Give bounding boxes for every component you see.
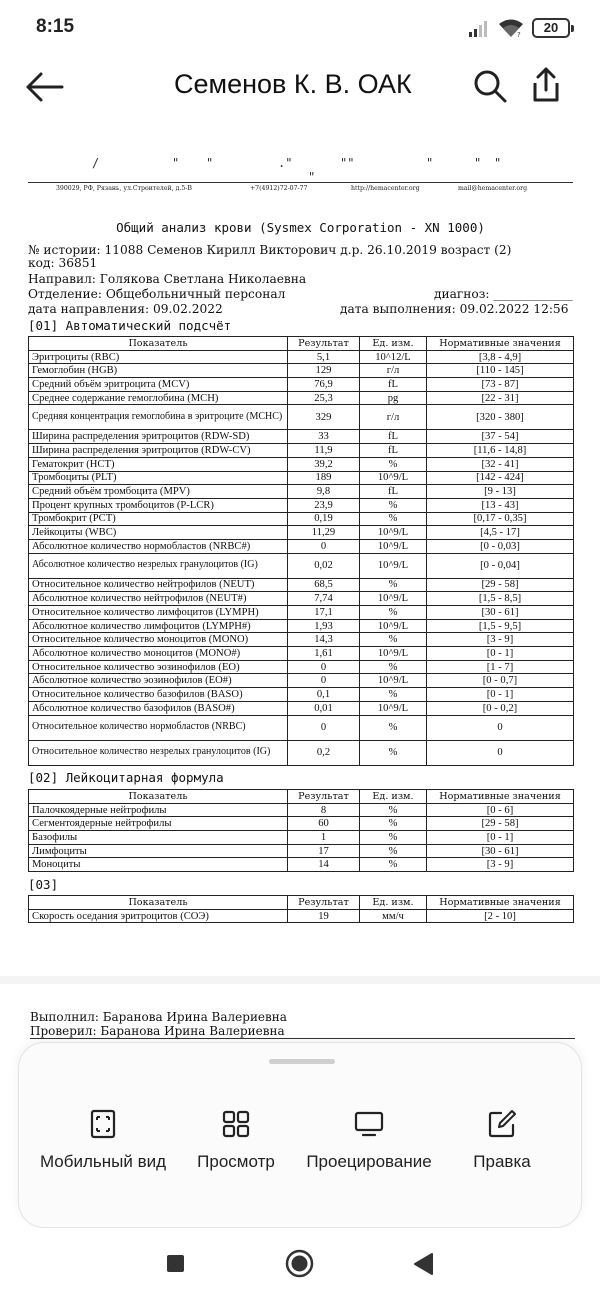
table-row (29, 526, 574, 540)
row-unit: 10^9/L (360, 471, 427, 485)
system-nav-bar (0, 1228, 600, 1299)
table-row (29, 909, 574, 923)
row-norm: [0 - 0,04] (427, 553, 574, 578)
row-unit: 10^9/L (360, 619, 427, 633)
row-name: Сегментоядерные нейтрофилы (29, 817, 288, 831)
row-name: Процент крупных тромбоцитов (P-LCR) (29, 498, 288, 512)
edit-icon (487, 1109, 517, 1139)
letterhead-contacts (28, 182, 573, 192)
col-header-unit: Ед. изм. (360, 896, 427, 910)
row-name: Абсолютное количество нормобластов (NRBC#) (29, 539, 288, 553)
page-title: Семенов К. В. ОАК (174, 69, 412, 99)
table-row (29, 715, 574, 740)
row-norm: [0 - 1] (427, 647, 574, 661)
row-name: Среднее содержание гемоглобина (MCH) (29, 391, 288, 405)
row-result: 0,02 (288, 553, 360, 578)
document-title: Общий анализ крови (Sysmex Corporation - XN 1000) (116, 220, 485, 235)
col-header-unit: Ед. изм. (360, 790, 427, 804)
table-row (29, 647, 574, 661)
row-norm: [2 - 10] (427, 909, 574, 923)
row-norm: [3 - 9] (427, 858, 574, 872)
row-norm: [3,8 - 4,9] (427, 350, 574, 364)
row-norm: [29 - 58] (427, 817, 574, 831)
table-row (29, 688, 574, 702)
row-norm: [0 - 0,03] (427, 539, 574, 553)
share-icon[interactable] (528, 66, 564, 104)
dates-line (28, 302, 573, 317)
results-table-01 (28, 336, 574, 766)
department-text: Отделение: Общебольничный персонал (28, 287, 286, 301)
row-norm: [1,5 - 8,5] (427, 592, 574, 606)
col-header-result: Результат (288, 337, 360, 351)
row-result: 0,2 (288, 740, 360, 765)
row-norm: [22 - 31] (427, 391, 574, 405)
row-name: Относительное количество моноцитов (MONO) (29, 633, 288, 647)
row-unit: % (360, 633, 427, 647)
preview-button[interactable] (166, 1109, 306, 1173)
row-name: Абсолютное количество моноцитов (MONO#) (29, 647, 288, 661)
table-row (29, 364, 574, 378)
letterhead-char: / (92, 156, 100, 170)
row-unit: % (360, 858, 427, 872)
row-unit: % (360, 715, 427, 740)
row-name: Средняя концентрация гемоглобина в эритроците (MCHC) (29, 405, 288, 430)
row-norm: [37 - 54] (427, 430, 574, 444)
table-row (29, 350, 574, 364)
row-result: 0 (288, 660, 360, 674)
patient-history-line: № истории: 11088 Семенов Кирилл Викторович д.р. 26.10.2019 возраст (2) (28, 243, 512, 257)
table-row (29, 539, 574, 553)
row-norm: [32 - 41] (427, 457, 574, 471)
table-row (29, 817, 574, 831)
table-row (29, 444, 574, 458)
letterhead-char: " (426, 156, 434, 170)
row-norm: [30 - 61] (427, 844, 574, 858)
row-unit: мм/ч (360, 909, 427, 923)
table-row (29, 701, 574, 715)
row-result: 7,74 (288, 592, 360, 606)
table-header-row (29, 790, 574, 804)
app-bar (0, 56, 600, 120)
row-name: Абсолютное количество базофилов (BASO#) (29, 701, 288, 715)
row-result: 76,9 (288, 378, 360, 392)
row-result: 1 (288, 831, 360, 845)
col-header-result: Результат (288, 790, 360, 804)
row-unit: fL (360, 378, 427, 392)
row-result: 1,93 (288, 619, 360, 633)
row-unit: pg (360, 391, 427, 405)
wifi-icon (498, 18, 524, 38)
table-row (29, 831, 574, 845)
row-name: Тромбокрит (PCT) (29, 512, 288, 526)
signal-icon (468, 19, 490, 37)
row-norm: [320 - 380] (427, 405, 574, 430)
row-unit: fL (360, 444, 427, 458)
col-header-result: Результат (288, 896, 360, 910)
row-norm: [29 - 58] (427, 578, 574, 592)
row-result: 23,9 (288, 498, 360, 512)
row-result: 11,29 (288, 526, 360, 540)
battery-icon: 20 (532, 18, 570, 38)
row-result: 25,3 (288, 391, 360, 405)
svg-text:?: ? (517, 31, 521, 38)
table-row (29, 740, 574, 765)
row-unit: 10^9/L (360, 701, 427, 715)
letterhead-site[interactable]: http://hemacenter.org (351, 185, 420, 192)
row-norm: [1 - 7] (427, 660, 574, 674)
row-name: Относительное количество незрелых гранулоцитов (IG) (29, 740, 288, 765)
projection-label: Проецирование (306, 1152, 432, 1171)
sheet-drag-handle[interactable] (269, 1059, 335, 1064)
table-row (29, 498, 574, 512)
row-name: Ширина распределения эритроцитов (RDW-CV) (29, 444, 288, 458)
arrow-left-icon[interactable] (24, 70, 64, 104)
row-result: 0 (288, 674, 360, 688)
edit-label: Правка (473, 1152, 531, 1171)
row-name: Абсолютное количество незрелых гранулоцитов (IG) (29, 553, 288, 578)
row-norm: [0 - 0,2] (427, 701, 574, 715)
row-unit: % (360, 803, 427, 817)
row-name: Лимфоциты (29, 844, 288, 858)
row-name: Лейкоциты (WBC) (29, 526, 288, 540)
row-name: Базофилы (29, 831, 288, 845)
row-name: Эритроциты (RBC) (29, 350, 288, 364)
bottom-sheet (18, 1042, 582, 1228)
col-header-name: Показатель (29, 337, 288, 351)
row-unit: % (360, 831, 427, 845)
row-unit: 10^9/L (360, 592, 427, 606)
row-norm: [110 - 145] (427, 364, 574, 378)
letterhead-char: " (474, 156, 482, 170)
row-result: 189 (288, 471, 360, 485)
mobile-view-button[interactable] (33, 1109, 173, 1173)
projection-button[interactable] (299, 1109, 439, 1173)
col-header-norm: Нормативные значения (427, 337, 574, 351)
row-name: Относительное количество нейтрофилов (NEUT) (29, 578, 288, 592)
row-result: 0,01 (288, 701, 360, 715)
letterhead-email[interactable]: mail@hemacenter.org (458, 185, 528, 192)
row-result: 329 (288, 405, 360, 430)
row-name: Тромбоциты (PLT) (29, 471, 288, 485)
row-result: 129 (288, 364, 360, 378)
row-name: Абсолютное количество нейтрофилов (NEUT#) (29, 592, 288, 606)
row-norm: [0 - 1] (427, 831, 574, 845)
row-norm: [142 - 424] (427, 471, 574, 485)
row-norm: 0 (427, 715, 574, 740)
row-norm: [13 - 43] (427, 498, 574, 512)
row-unit: % (360, 606, 427, 620)
row-name: Палочкоядерные нейтрофилы (29, 803, 288, 817)
referral-date-text: дата направления: 09.02.2022 (28, 302, 223, 316)
row-norm: [0,17 - 0,35] (427, 512, 574, 526)
status-bar (0, 0, 600, 56)
diagnosis-text: диагноз: _____________ (434, 287, 573, 301)
row-result: 14,3 (288, 633, 360, 647)
row-name: Абсолютное количество лимфоцитов (LYMPH#) (29, 619, 288, 633)
row-unit: 10^9/L (360, 553, 427, 578)
row-norm: 0 (427, 740, 574, 765)
table-row (29, 660, 574, 674)
row-result: 39,2 (288, 457, 360, 471)
section-title-03: [03] (28, 877, 59, 892)
col-header-norm: Нормативные значения (427, 896, 574, 910)
row-name: Средний объём эритроцита (MCV) (29, 378, 288, 392)
letterhead-phone: +7(4912)72-07-77 (250, 185, 308, 192)
row-norm: [11,6 - 14,8] (427, 444, 574, 458)
performed-by: Выполнил: Баранова Ирина Валериевна (30, 1010, 287, 1024)
status-icons (468, 16, 570, 40)
results-table-03 (28, 895, 574, 923)
table-row (29, 391, 574, 405)
table-header-row (29, 337, 574, 351)
table-row (29, 606, 574, 620)
row-unit: % (360, 688, 427, 702)
table-row (29, 858, 574, 872)
table-row (29, 485, 574, 499)
table-row (29, 405, 574, 430)
row-result: 0 (288, 715, 360, 740)
row-result: 8 (288, 803, 360, 817)
row-name: Ширина распределения эритроцитов (RDW-SD) (29, 430, 288, 444)
row-result: 33 (288, 430, 360, 444)
table-header-row (29, 896, 574, 910)
col-header-norm: Нормативные значения (427, 790, 574, 804)
preview-label: Просмотр (197, 1152, 275, 1171)
table-row (29, 674, 574, 688)
row-norm: [1,5 - 9,5] (427, 619, 574, 633)
grid-view-icon (221, 1109, 251, 1139)
row-unit: 10^9/L (360, 674, 427, 688)
row-name: Моноциты (29, 858, 288, 872)
letterhead-char: " (172, 156, 180, 170)
letterhead-char: " (308, 170, 316, 184)
table-row (29, 471, 574, 485)
row-unit: % (360, 457, 427, 471)
row-unit: fL (360, 430, 427, 444)
table-row (29, 619, 574, 633)
back-icon[interactable] (412, 1252, 434, 1276)
row-result: 17,1 (288, 606, 360, 620)
row-unit: 10^9/L (360, 539, 427, 553)
row-name: Скорость оседания эритроцитов (СОЭ) (29, 909, 288, 923)
table-row (29, 457, 574, 471)
row-norm: [0 - 0,7] (427, 674, 574, 688)
mobile-view-label: Мобильный вид (39, 1152, 167, 1171)
row-result: 1,61 (288, 647, 360, 661)
letterhead-char: " (206, 156, 214, 170)
row-unit: 10^9/L (360, 647, 427, 661)
table-row (29, 844, 574, 858)
row-unit: % (360, 844, 427, 858)
row-name: Относительное количество нормобластов (NRBC) (29, 715, 288, 740)
row-norm: [4,5 - 17] (427, 526, 574, 540)
row-name: Относительное количество лимфоцитов (LYMPH) (29, 606, 288, 620)
row-unit: 10^12/L (360, 350, 427, 364)
department-line (28, 287, 573, 302)
row-norm: [30 - 61] (427, 606, 574, 620)
table-row (29, 553, 574, 578)
results-table-02 (28, 789, 574, 872)
monitor-icon (354, 1109, 384, 1139)
table-row (29, 512, 574, 526)
letterhead-char: "" (340, 156, 355, 170)
row-result: 0,19 (288, 512, 360, 526)
checked-by: Проверил: Баранова Ирина Валериевна (30, 1024, 575, 1039)
row-name: Относительное количество базофилов (BASO) (29, 688, 288, 702)
row-result: 0 (288, 539, 360, 553)
mobile-view-icon (88, 1109, 118, 1139)
row-unit: 10^9/L (360, 526, 427, 540)
row-norm: [0 - 1] (427, 688, 574, 702)
table-row (29, 592, 574, 606)
row-name: Гемоглобин (HGB) (29, 364, 288, 378)
table-row (29, 803, 574, 817)
row-result: 9,8 (288, 485, 360, 499)
row-unit: г/л (360, 405, 427, 430)
letterhead-char: ." (278, 156, 293, 170)
row-unit: % (360, 498, 427, 512)
section-title-01: [01] Автоматический подсчёт (28, 318, 232, 333)
row-result: 0,1 (288, 688, 360, 702)
row-unit: % (360, 740, 427, 765)
col-header-name: Показатель (29, 790, 288, 804)
row-result: 11,9 (288, 444, 360, 458)
row-unit: г/л (360, 364, 427, 378)
row-unit: % (360, 578, 427, 592)
recent-apps-icon[interactable] (167, 1255, 184, 1272)
edit-button[interactable] (432, 1109, 572, 1173)
row-result: 14 (288, 858, 360, 872)
section-title-02: [02] Лейкоцитарная формула (28, 770, 224, 785)
table-row (29, 430, 574, 444)
row-name: Относительное количество эозинофилов (EO) (29, 660, 288, 674)
col-header-name: Показатель (29, 896, 288, 910)
row-result: 60 (288, 817, 360, 831)
row-unit: % (360, 817, 427, 831)
status-time: 8:15 (36, 16, 75, 37)
page-separator (0, 976, 600, 984)
row-name: Средний объём тромбоцита (MPV) (29, 485, 288, 499)
table-row (29, 578, 574, 592)
row-norm: [0 - 6] (427, 803, 574, 817)
done-date-text: дата выполнения: 09.02.2022 12:56 (340, 302, 569, 316)
referred-by-line: Направил: Голякова Светлана Николаевна (28, 272, 307, 286)
row-unit: % (360, 512, 427, 526)
letterhead-address: 390029, РФ, Рязань, ул.Строителей, д.5-В (56, 185, 192, 192)
table-row (29, 633, 574, 647)
row-unit: fL (360, 485, 427, 499)
row-name: Абсолютное количество эозинофилов (EO#) (29, 674, 288, 688)
row-norm: [9 - 13] (427, 485, 574, 499)
letterhead-char: " (494, 156, 502, 170)
row-name: Гематокрит (HCT) (29, 457, 288, 471)
row-norm: [3 - 9] (427, 633, 574, 647)
row-norm: [73 - 87] (427, 378, 574, 392)
signers-block (30, 1010, 575, 1039)
table-row (29, 378, 574, 392)
row-result: 19 (288, 909, 360, 923)
home-icon[interactable] (285, 1249, 314, 1278)
row-result: 5,1 (288, 350, 360, 364)
row-result: 68,5 (288, 578, 360, 592)
col-header-unit: Ед. изм. (360, 337, 427, 351)
patient-code-line: код: 36851 (28, 256, 98, 270)
row-unit: % (360, 660, 427, 674)
row-result: 17 (288, 844, 360, 858)
search-icon[interactable] (472, 68, 508, 104)
